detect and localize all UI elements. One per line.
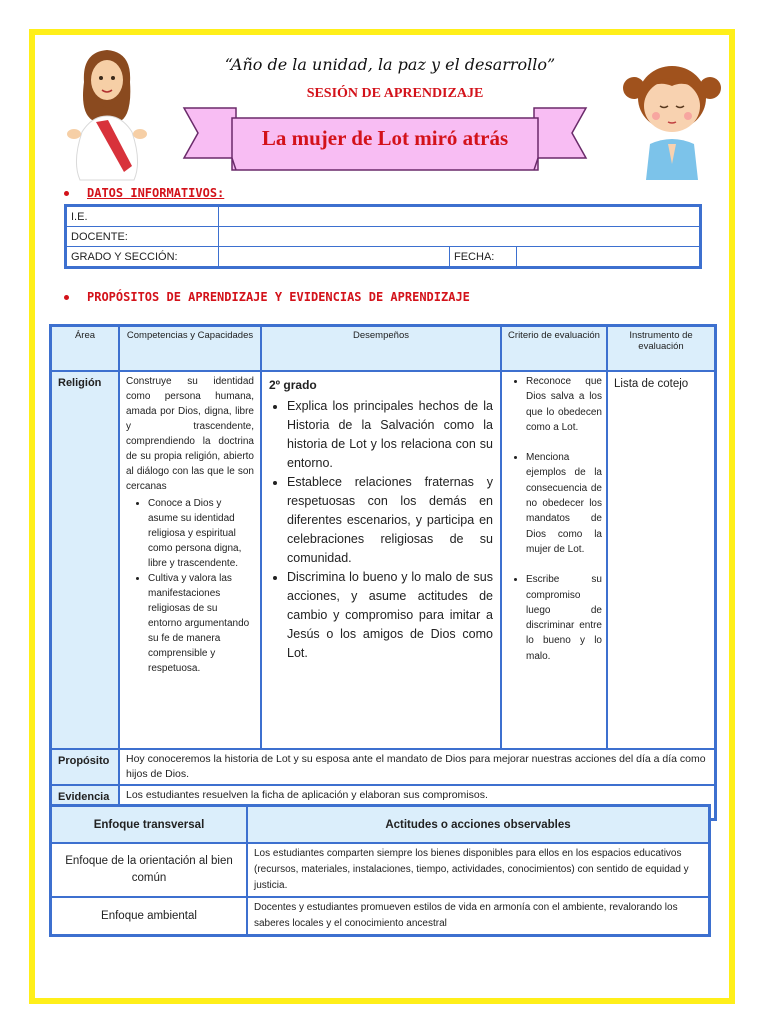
area-cell: Religión <box>51 371 120 749</box>
enfoque-name: Enfoque ambiental <box>51 897 248 936</box>
datos-table <box>64 204 702 269</box>
criterios-cell <box>501 371 607 749</box>
competencia-text: Construye su identidad como persona humana, amada por Dios, digna, libre y trascendente, comprendiendo la doctrina de su propia religión, abierto al diálogo con las que le son cercanas <box>126 376 254 492</box>
propositos-heading <box>64 290 470 304</box>
list-item: • Escribe su compromiso luego de discriminar entre lo bueno y lo malo. <box>526 572 602 664</box>
grado-label: GRADO Y SECCIÓN: <box>66 247 219 268</box>
enfoque-desc: Docentes y estudiantes promueven estilos de vida en armonía con el ambiente, revalorando los saberes locales y el conocimiento ancestral <box>247 897 710 936</box>
year-motto: “Año de la unidad, la paz y el desarrollo” <box>224 55 556 74</box>
grado-label: 2º grado <box>269 378 317 392</box>
list-item: • Reconoce que Dios salva a los que lo obedecen como a Lot. <box>526 374 602 435</box>
header-enfoque: Enfoque transversal <box>51 806 248 844</box>
jesus-illustration <box>62 42 152 182</box>
lesson-title: La mujer de Lot miró atrás <box>261 126 509 150</box>
instrumento-cell: Lista de cotejo <box>607 371 716 749</box>
proposito-text: Hoy conoceremos la historia de Lot y su esposa ante el mandato de Dios para mejorar nuestras acciones del día a día como hijos de Dios. <box>119 749 716 785</box>
header-actitudes: Actitudes o acciones observables <box>247 806 710 844</box>
datos-heading-text: DATOS INFORMATIVOS: <box>87 186 225 200</box>
header-criterio: Criterio de evaluación <box>501 326 607 372</box>
docente-value-field[interactable] <box>219 227 701 247</box>
header-competencias: Competencias y Capacidades <box>119 326 261 372</box>
fecha-value-field[interactable] <box>517 247 701 268</box>
grado-value-field[interactable] <box>219 247 450 268</box>
desempenos-cell <box>261 371 501 749</box>
list-item: • Discrimina lo bueno y lo malo de sus acciones, y asume actitudes de cambio y compromiso para imitar a Jesús o los amigos de Dios como Lot. <box>287 568 493 663</box>
session-label: SESIÓN DE APRENDIZAJE <box>306 86 484 101</box>
enfoque-desc: Los estudiantes comparten siempre los bienes disponibles para ellos en los espacios educativos (recursos, materiales, instalaciones, tiempo, actividades, conocimientos) con sentido de equidad y justicia. <box>247 843 710 897</box>
fecha-label: FECHA: <box>450 247 517 268</box>
evidencia-label: Evidencia <box>51 785 120 819</box>
docente-label: DOCENTE: <box>66 227 219 247</box>
praying-girl-illustration <box>622 52 722 180</box>
ie-label: I.E. <box>66 206 219 227</box>
list-item: • Menciona ejemplos de la consecuencia de no obedecer los mandatos de Dios como la mujer de Lot. <box>526 450 602 557</box>
desempenos-list <box>269 397 493 663</box>
enfoque-name: Enfoque de la orientación al bien común <box>51 843 248 897</box>
list-item: • Establece relaciones fraternas y respetuosas con los demás en diferentes escenarios, y participa en celebraciones religiosas de su comunidad. <box>287 473 493 568</box>
ie-value-field[interactable] <box>219 206 701 227</box>
propositos-table <box>49 324 717 821</box>
header-area: Área <box>51 326 120 372</box>
datos-heading <box>64 186 224 200</box>
propositos-heading-text: PROPÓSITOS DE APRENDIZAJE Y EVIDENCIAS DE APRENDIZAJE <box>87 290 470 304</box>
evidencia-text: Los estudiantes resuelven la ficha de aplicación y elaboran sus compromisos. <box>119 785 716 819</box>
header-instrumento: Instrumento de evaluación <box>607 326 716 372</box>
list-item: • Explica los principales hechos de la Historia de la Salvación como la historia de Lot y los relaciona con su entorno. <box>287 397 493 473</box>
competencias-cell <box>119 371 261 749</box>
list-item: • Conoce a Dios y asume su identidad religiosa y espiritual como persona digna, libre y trascendente. <box>148 496 254 571</box>
list-item: • Cultiva y valora las manifestaciones religiosas de su entorno argumentando su fe de manera comprensible y respetuosa. <box>148 571 254 676</box>
bullet-icon <box>64 295 69 300</box>
proposito-label: Propósito <box>51 749 120 785</box>
criterios-list <box>506 374 602 664</box>
bullet-icon <box>64 191 69 196</box>
header-desempenos: Desempeños <box>261 326 501 372</box>
enfoques-table <box>49 804 711 937</box>
capacidades-list <box>126 496 254 676</box>
